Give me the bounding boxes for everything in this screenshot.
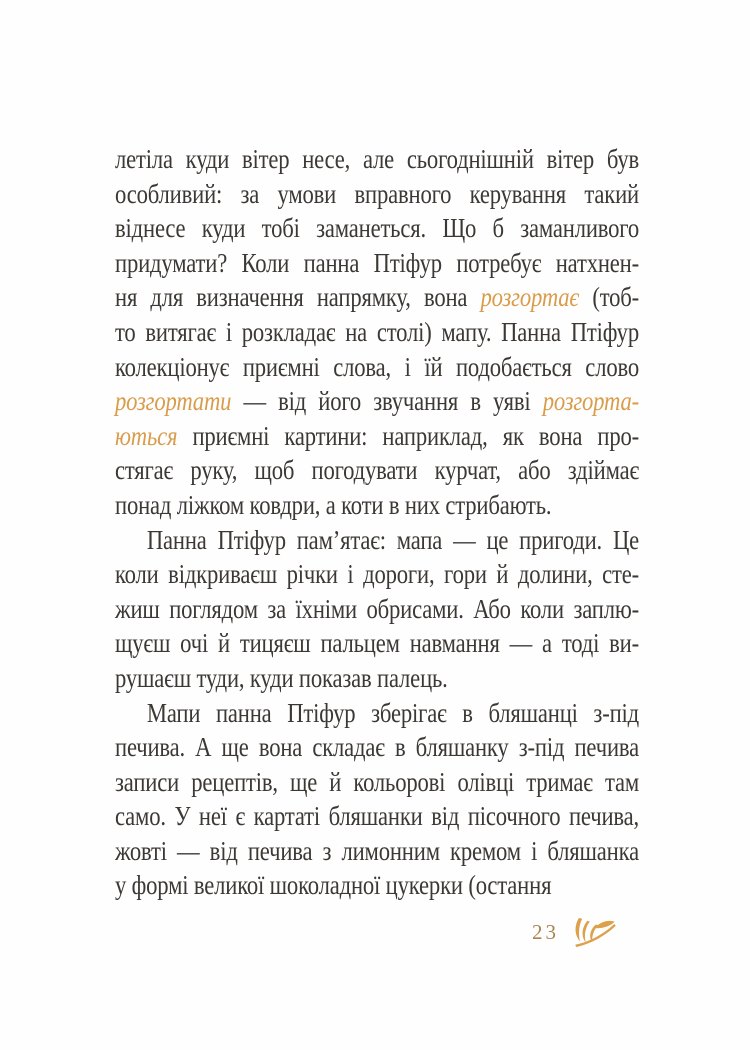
text-line bbox=[115, 799, 639, 834]
text-line bbox=[115, 834, 639, 869]
text-line bbox=[115, 315, 639, 350]
paragraph bbox=[115, 696, 639, 904]
text-run: понад ліжком ковдри, а коти в них стрибають. bbox=[115, 489, 552, 520]
text-run: записи рецептів, ще й кольорові олівці тримає там bbox=[115, 766, 639, 797]
text-line bbox=[115, 626, 639, 661]
page-number: 23 bbox=[532, 920, 559, 944]
text-line bbox=[115, 246, 639, 281]
text-line bbox=[115, 661, 639, 696]
text-run: стягає руку, щоб погодувати курчат, або здіймає bbox=[115, 455, 639, 486]
page-text bbox=[115, 142, 639, 903]
text-line bbox=[115, 142, 639, 177]
text-run: щуєш очі й тицяєш пальцем навмання — а тоді ви- bbox=[115, 628, 639, 659]
text-run: жовті — від печива з лимонним кремом і бляшанка bbox=[115, 835, 639, 866]
accent-word: розгортати bbox=[115, 386, 232, 417]
text-run: — від його звучання в уяві bbox=[231, 386, 543, 417]
text-line bbox=[115, 523, 639, 558]
text-run: летіла куди вітер несе, але сьогоднішній вітер був bbox=[115, 144, 639, 174]
text-line bbox=[115, 868, 639, 903]
text-run: віднесе куди тобі заманеться. Що б заманливого bbox=[115, 213, 639, 244]
accent-word: розгорта- bbox=[542, 386, 639, 417]
text-run: коли відкриваєш річки і дороги, гори й долини, сте- bbox=[115, 559, 639, 590]
text-run: колекціонує приємні слова, і їй подобається слово bbox=[115, 351, 639, 382]
text-run: само. У неї є картаті бляшанки від пісочного печива, bbox=[115, 801, 639, 832]
text-run: печива. А ще вона складає в бляшанку з-під печива bbox=[115, 732, 639, 763]
text-run: особливий: за умови вправного керування такий bbox=[115, 178, 639, 209]
text-run: Мапи панна Птіфур зберігає в бляшанці з-під bbox=[146, 697, 639, 728]
text-run: то витягає і розкладає на столі) мапу. Панна Птіфур bbox=[115, 316, 639, 347]
paragraph bbox=[115, 142, 639, 523]
text-line bbox=[115, 730, 639, 765]
text-line bbox=[115, 488, 639, 523]
text-line bbox=[115, 350, 639, 385]
text-run: у формі великої шоколадної цукерки (остання bbox=[115, 870, 552, 901]
accent-word: ються bbox=[115, 420, 178, 451]
text-line bbox=[115, 765, 639, 800]
laurel-sprig-icon bbox=[571, 916, 619, 948]
text-line bbox=[115, 384, 639, 419]
text-line bbox=[115, 453, 639, 488]
text-run: придумати? Коли панна Птіфур потребує натхнен- bbox=[115, 247, 639, 278]
page-footer bbox=[532, 916, 619, 948]
accent-word: розгортає bbox=[480, 282, 580, 313]
text-line bbox=[115, 177, 639, 212]
text-line bbox=[115, 280, 639, 315]
text-run: (тоб- bbox=[579, 282, 639, 313]
text-run: приємні картини: наприклад, як вона про- bbox=[177, 420, 639, 451]
text-run: жиш поглядом за їхніми обрисами. Або коли заплю- bbox=[115, 593, 639, 624]
text-line bbox=[115, 696, 639, 731]
text-line bbox=[115, 557, 639, 592]
text-run: Панна Птіфур пам’ятає: мапа — це пригоди. Це bbox=[146, 524, 639, 555]
text-line bbox=[115, 592, 639, 627]
text-line bbox=[115, 419, 639, 454]
text-run: ня для визначення напрямку, вона bbox=[115, 282, 481, 313]
text-line bbox=[115, 211, 639, 246]
paragraph bbox=[115, 523, 639, 696]
text-run: рушаєш туди, куди показав палець. bbox=[115, 662, 448, 693]
